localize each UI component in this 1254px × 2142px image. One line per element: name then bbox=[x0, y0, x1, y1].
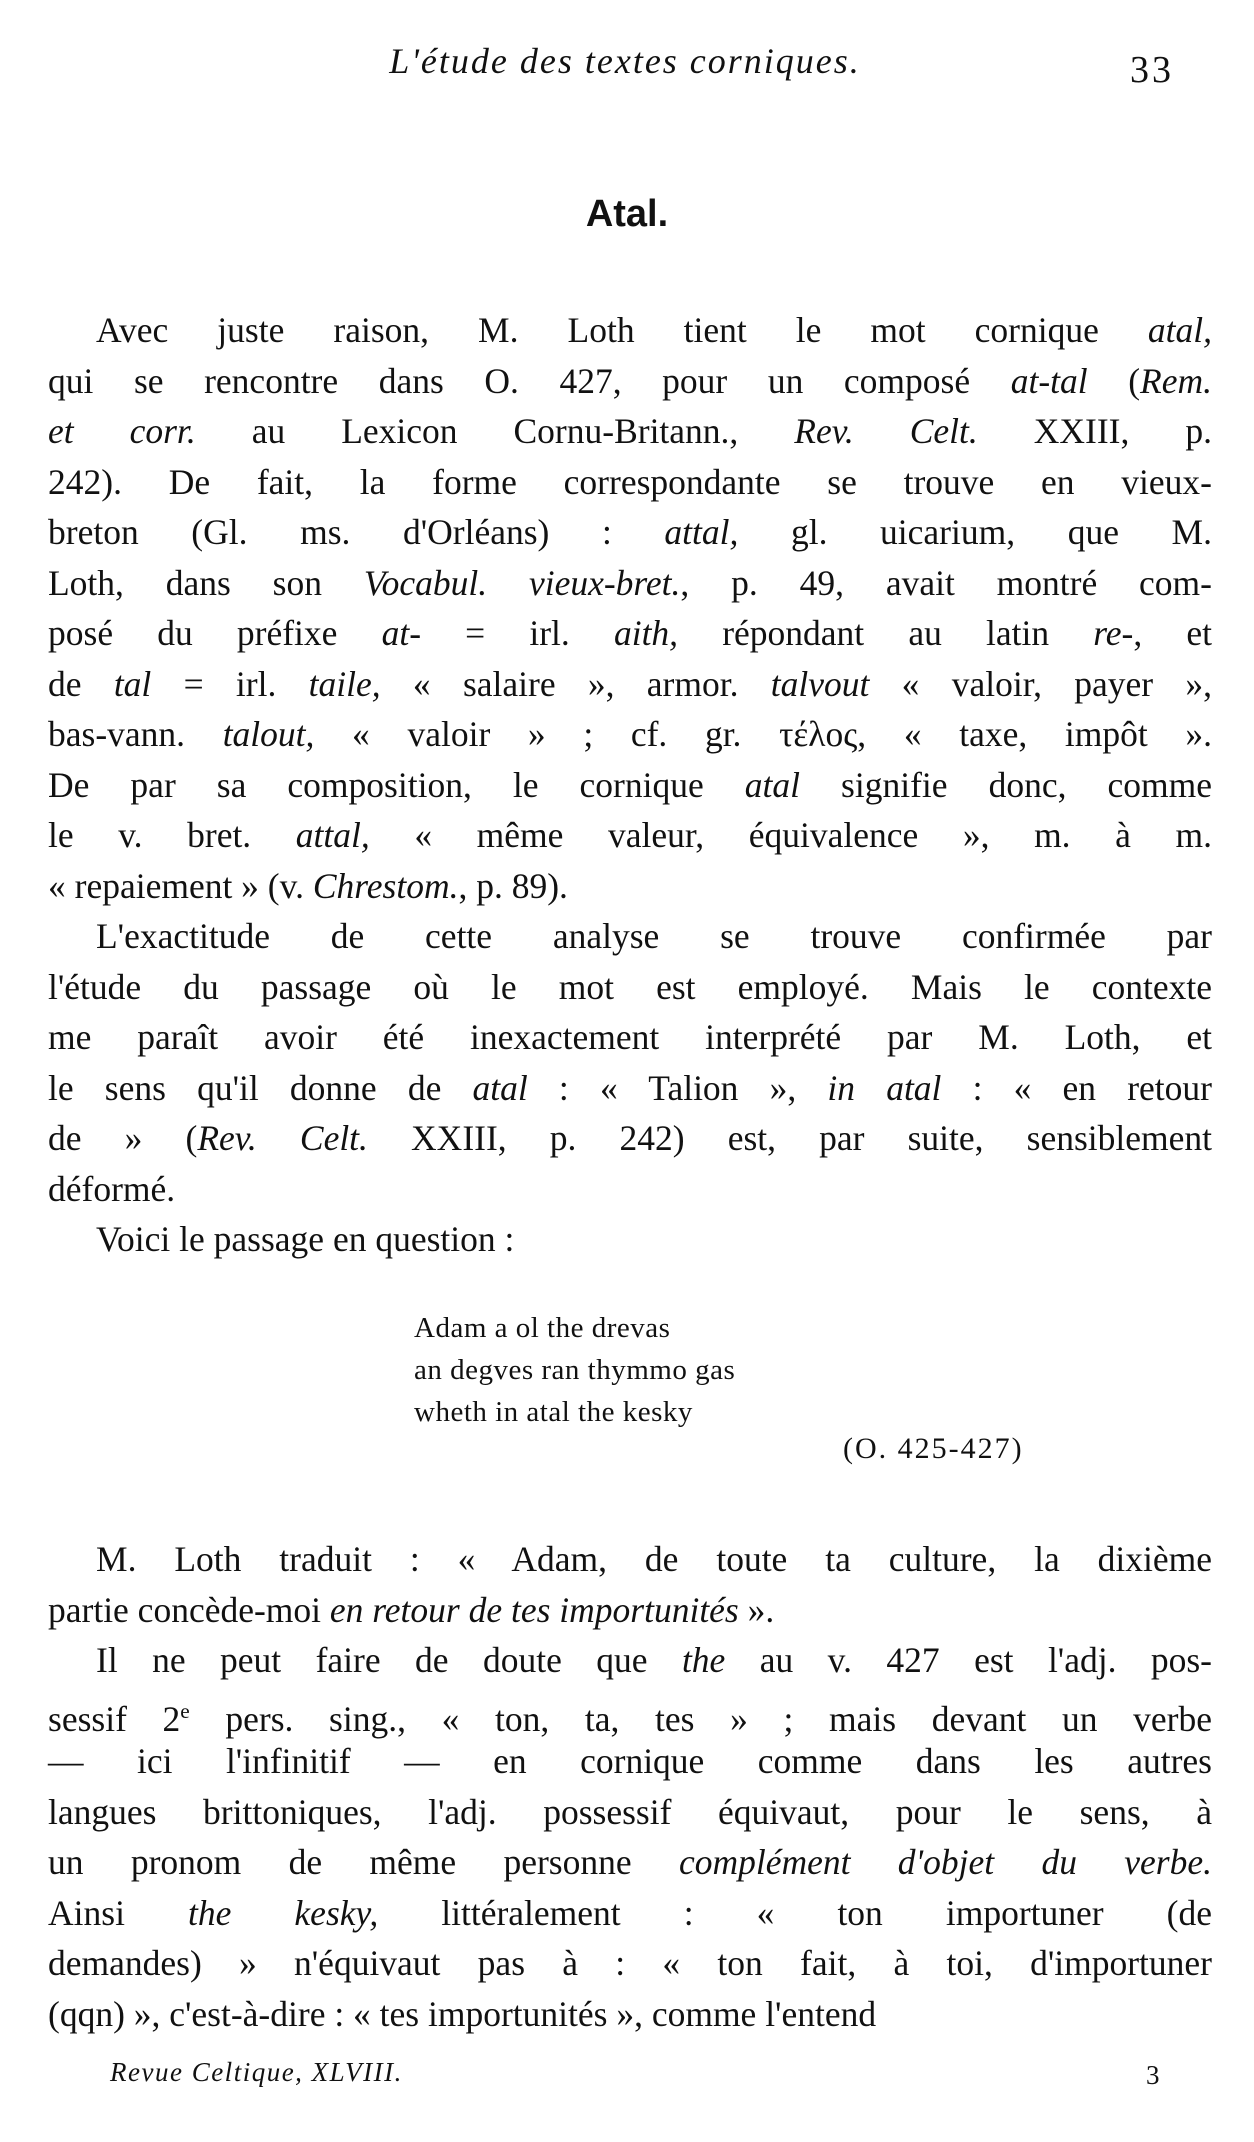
text-run: sessif 2 bbox=[48, 1698, 181, 1739]
text-run: « salaire », armor. bbox=[380, 663, 771, 704]
text-run: répondant au latin bbox=[678, 613, 1094, 653]
text-run: De par sa composition, le cornique bbox=[48, 764, 745, 805]
text-run: XXIII, p. 242) est, par suite, sensiblement bbox=[367, 1118, 1212, 1158]
text-line bbox=[48, 1938, 1212, 1989]
italic-run: en retour de tes importunités bbox=[329, 1589, 739, 1630]
italic-run: at-tal bbox=[1010, 360, 1088, 401]
italic-run: et corr. bbox=[48, 411, 196, 451]
text-line bbox=[48, 911, 1212, 962]
paragraph-4 bbox=[48, 1534, 1212, 1635]
text-run: « valoir » ; cf. gr. τέλος, « taxe, impôt ». bbox=[314, 714, 1212, 754]
text-run: de » ( bbox=[48, 1118, 198, 1158]
italic-run: at- bbox=[381, 613, 422, 653]
text-line bbox=[48, 1888, 1212, 1939]
text-line bbox=[48, 1063, 1212, 1114]
text-run: posé du préfixe bbox=[48, 613, 382, 653]
text-line bbox=[48, 1787, 1212, 1838]
quotation-line: an degves ran thymmo gas bbox=[414, 1354, 736, 1386]
text-line bbox=[48, 659, 1212, 710]
footer-journal: Revue Celtique, XLVIII. bbox=[110, 2057, 403, 2087]
footer-signature-number: 3 bbox=[1146, 2060, 1160, 2090]
text-line bbox=[48, 1837, 1212, 1888]
running-head: L'étude des textes corniques. bbox=[389, 41, 861, 81]
quotation-line: wheth in atal the kesky bbox=[414, 1396, 693, 1428]
italic-run: atal, bbox=[1147, 310, 1212, 350]
text-line bbox=[48, 356, 1212, 407]
text-run: , p. 49, avait montré com- bbox=[680, 562, 1212, 603]
text-run: bas-vann. bbox=[48, 714, 223, 754]
text-line bbox=[48, 1989, 1212, 2040]
italic-run: taile, bbox=[308, 663, 381, 704]
italic-run: atal bbox=[744, 764, 801, 805]
section-title: Atal. bbox=[585, 193, 669, 235]
italic-run: Rev. Celt. bbox=[794, 411, 978, 451]
text-run: Il ne peut faire de doute que bbox=[96, 1640, 682, 1680]
italic-run: the bbox=[681, 1640, 726, 1680]
text-run: , et bbox=[1133, 613, 1212, 653]
paragraph-2 bbox=[48, 911, 1212, 1214]
text-run: : « en retour bbox=[941, 1067, 1212, 1108]
text-line bbox=[48, 1736, 1212, 1787]
text-run: « repaiement » (v. bbox=[48, 865, 313, 906]
text-line bbox=[48, 1012, 1212, 1063]
italic-run: Rev. Celt. bbox=[197, 1118, 368, 1158]
superscript: e bbox=[180, 1698, 190, 1723]
page-number: 33 bbox=[1130, 49, 1174, 91]
text-run: Loth, dans son bbox=[48, 562, 364, 603]
text-line bbox=[48, 305, 1212, 356]
text-line bbox=[48, 1113, 1212, 1164]
text-run: me paraît avoir été inexactement interprété par M. Loth, et bbox=[48, 1017, 1212, 1057]
italic-run: tal bbox=[113, 663, 152, 704]
text-run: Avec juste raison, M. Loth tient le mot cornique bbox=[96, 310, 1148, 350]
text-line bbox=[48, 507, 1212, 558]
text-run: pers. sing., « ton, ta, tes » ; mais devant un verbe bbox=[189, 1698, 1212, 1739]
text-run: littéralement : « ton importuner (de bbox=[378, 1892, 1212, 1933]
text-run: — ici l'infinitif — en cornique comme dans les autres bbox=[48, 1741, 1212, 1781]
italic-run: aith, bbox=[613, 613, 679, 653]
text-run: ( bbox=[1087, 360, 1141, 401]
text-run: déformé. bbox=[48, 1168, 176, 1209]
italic-run: atal bbox=[472, 1067, 528, 1108]
text-run: XXIII, p. bbox=[977, 411, 1212, 451]
text-line bbox=[48, 962, 1212, 1013]
text-run: l'étude du passage où le mot est employé. Mais le contexte bbox=[48, 966, 1212, 1007]
text-line bbox=[48, 1164, 1212, 1215]
text-run: le sens qu'il donne de bbox=[48, 1067, 473, 1108]
text-run: (qqn) », c'est-à-dire : « tes importunités », comme l'entend bbox=[48, 1993, 877, 2034]
text-run: partie concède-moi bbox=[48, 1589, 330, 1630]
italic-run: talvout bbox=[770, 663, 870, 704]
text-line bbox=[48, 406, 1212, 457]
text-line bbox=[48, 709, 1212, 760]
text-run: signifie donc, comme bbox=[800, 764, 1212, 805]
text-line bbox=[48, 861, 1212, 912]
text-run: 242). De fait, la forme correspondante se trouve en vieux- bbox=[48, 461, 1212, 502]
text-run: le v. bret. bbox=[48, 815, 296, 855]
text-run: qui se rencontre dans O. 427, pour un composé bbox=[48, 360, 1011, 401]
text-run: L'exactitude de cette analyse se trouve confirmée par bbox=[96, 916, 1212, 956]
italic-run: talout, bbox=[222, 714, 315, 754]
text-line bbox=[48, 1534, 1212, 1585]
quotation-reference: (O. 425-427) bbox=[843, 1432, 1024, 1465]
paragraph-5 bbox=[48, 1635, 1212, 2039]
italic-run: complément d'objet du verbe. bbox=[678, 1842, 1212, 1882]
text-run: , p. 89). bbox=[458, 865, 568, 906]
text-run: Ainsi bbox=[48, 1892, 188, 1933]
text-run: = irl. bbox=[151, 663, 309, 704]
paragraph-3 bbox=[48, 1214, 1212, 1265]
text-line bbox=[48, 760, 1212, 811]
italic-run: Vocabul. vieux-bret. bbox=[363, 562, 681, 603]
text-line bbox=[48, 1585, 1212, 1636]
text-run: au Lexicon Cornu-Britann., bbox=[195, 411, 795, 451]
quotation-line: Adam a ol the drevas bbox=[414, 1312, 671, 1344]
italic-run: re- bbox=[1093, 613, 1134, 653]
text-run: « valoir, payer », bbox=[869, 663, 1213, 704]
text-line bbox=[48, 1214, 1212, 1265]
text-run: breton (Gl. ms. d'Orléans) : bbox=[48, 512, 665, 552]
quotation bbox=[414, 1307, 735, 1433]
italic-run: Chrestom. bbox=[312, 865, 459, 906]
paragraph-1 bbox=[48, 305, 1212, 911]
text-run: : « Talion », bbox=[527, 1067, 828, 1108]
text-line bbox=[48, 457, 1212, 508]
italic-run: attal, bbox=[664, 512, 739, 552]
text-run: un pronom de même personne bbox=[48, 1842, 679, 1882]
text-line bbox=[48, 608, 1212, 659]
text-run: gl. uicarium, que M. bbox=[738, 512, 1212, 552]
italic-run: attal, bbox=[295, 815, 370, 855]
text-line bbox=[48, 1686, 1212, 1737]
italic-run: the kesky, bbox=[188, 1892, 379, 1933]
text-run: Voici le passage en question : bbox=[96, 1219, 515, 1259]
text-run: « même valeur, équivalence », m. à m. bbox=[369, 815, 1212, 855]
text-run: ». bbox=[738, 1589, 775, 1630]
text-run: M. Loth traduit : « Adam, de toute ta culture, la dixième bbox=[96, 1539, 1212, 1579]
text-run: au v. 427 est l'adj. pos- bbox=[725, 1640, 1213, 1680]
text-run: demandes) » n'équivaut pas à : « ton fait, à toi, d'importuner bbox=[48, 1943, 1212, 1983]
italic-run: Rem. bbox=[1140, 360, 1212, 401]
text-run: de bbox=[48, 663, 114, 704]
text-run: langues brittoniques, l'adj. possessif équivaut, pour le sens, à bbox=[48, 1791, 1212, 1832]
text-line bbox=[48, 1635, 1212, 1686]
italic-run: in atal bbox=[827, 1067, 942, 1108]
text-line bbox=[48, 810, 1212, 861]
text-run: = irl. bbox=[421, 613, 614, 653]
text-line bbox=[48, 558, 1212, 609]
